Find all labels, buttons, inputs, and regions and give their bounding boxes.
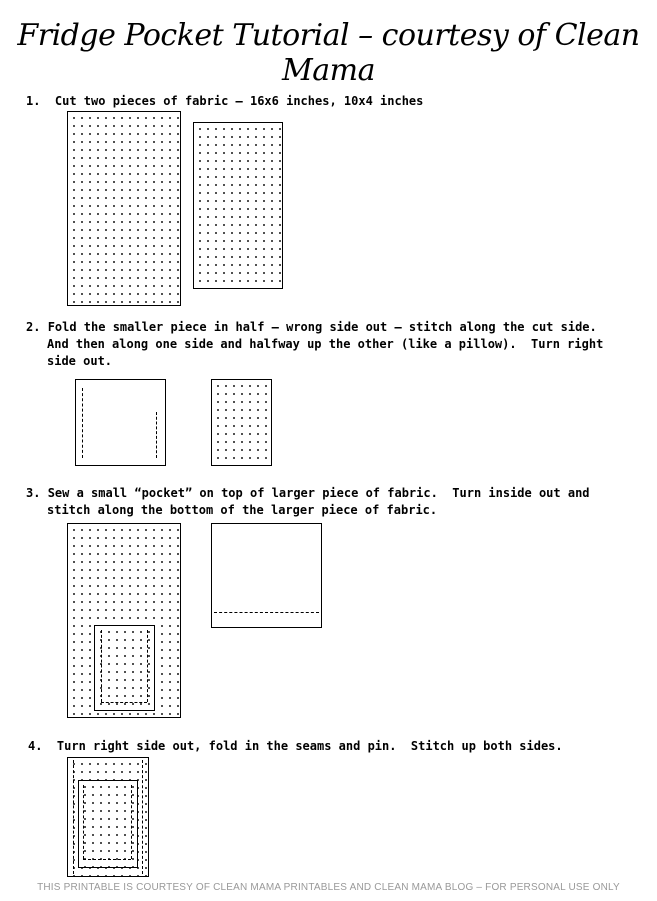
step-2 — [26, 319, 597, 336]
step-2-line-3: side out. — [47, 354, 113, 368]
pocket-stitch-right — [147, 630, 148, 702]
inside-out-piece — [211, 523, 322, 628]
step-number: 2. — [26, 320, 41, 334]
step-3-line-2: stitch along the bottom of the larger piece of fabric. — [47, 503, 438, 517]
inner-stitch-left — [83, 785, 84, 859]
step-text-line: Fold the smaller piece in half – wrong side out – stitch along the cut side. — [47, 320, 597, 334]
step-number: 1. — [26, 94, 41, 108]
small-fabric-piece — [193, 122, 283, 289]
page-title: Fridge Pocket Tutorial – courtesy of Clean Mama — [17, 18, 640, 88]
folded-piece-stitched — [75, 379, 166, 466]
step-number: 3. — [26, 486, 41, 500]
finished-pocket — [67, 757, 149, 877]
pocket-piece — [94, 625, 155, 711]
stitch-line-right — [156, 412, 157, 458]
step-3 — [26, 485, 590, 502]
step-4 — [28, 738, 563, 755]
side-stitch-right — [142, 760, 143, 874]
bottom-stitch-line — [214, 612, 319, 613]
pocket-stitch-left — [101, 630, 102, 702]
pocket-stitch-bottom — [101, 702, 147, 703]
step-1 — [26, 93, 423, 110]
step-text-line: Sew a small “pocket” on top of larger piece of fabric. Turn inside out and — [47, 486, 590, 500]
step-text-line: Cut two pieces of fabric – 16x6 inches, 10x4 inches — [54, 94, 424, 108]
large-fabric-piece — [67, 111, 181, 306]
step-text-line: Turn right side out, fold in the seams and pin. Stitch up both sides. — [56, 739, 563, 753]
side-stitch-left — [73, 760, 74, 874]
footer-credit: THIS PRINTABLE IS COURTESY OF CLEAN MAMA PRINTABLES AND CLEAN MAMA BLOG – FOR PERSONAL USE ONLY — [37, 882, 620, 893]
folded-piece-turned — [211, 379, 272, 466]
large-fabric-with-pocket — [67, 523, 181, 718]
inner-stitch-bottom — [83, 859, 131, 860]
step-number: 4. — [28, 739, 43, 753]
step-2-line-2: And then along one side and halfway up the other (like a pillow). Turn right — [47, 337, 604, 351]
inner-stitch-right — [131, 785, 132, 859]
stitch-line-left — [82, 388, 83, 458]
inner-pocket — [78, 780, 138, 868]
